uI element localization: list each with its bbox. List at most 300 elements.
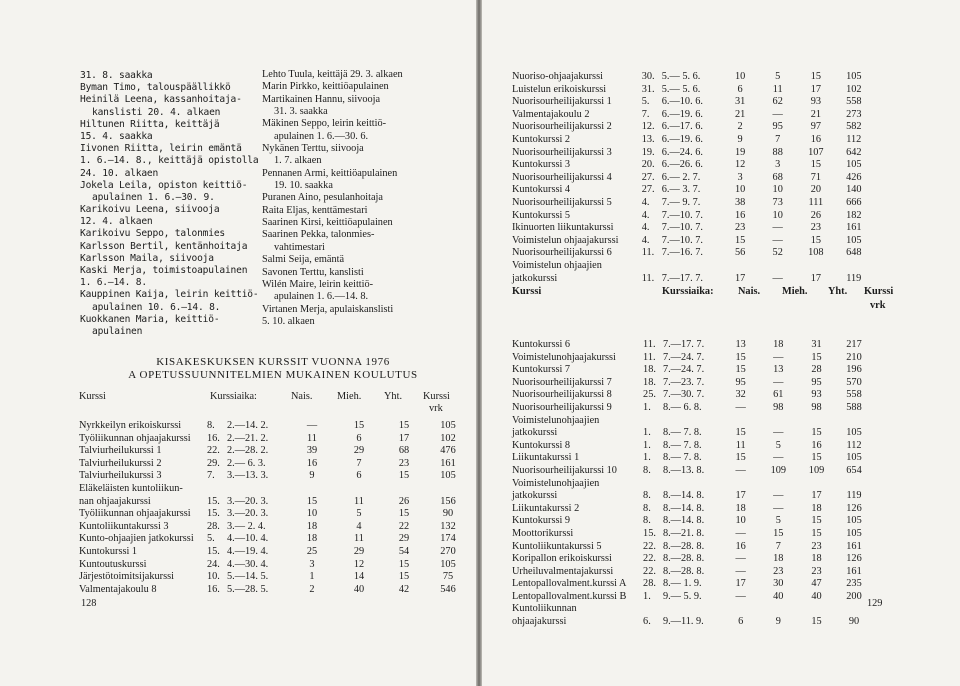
col-kurssivrk-unit: vrk [870, 300, 886, 311]
course-name: Lentopallovalment.kurssi B [512, 590, 627, 602]
men-count: 29 [353, 445, 365, 457]
course-period: 4.—30. 4. [227, 558, 269, 570]
men-count: 73 [772, 196, 783, 208]
total-count: 16 [810, 133, 821, 145]
start-day: 10. [207, 571, 220, 583]
course-days: 102 [846, 83, 862, 95]
course-name: Voimistelunohjaajakurssi [512, 351, 616, 363]
course-name: Kuntokurssi 9 [512, 515, 571, 527]
start-day: 11. [641, 272, 655, 284]
women-count: 17 [735, 490, 746, 502]
staff-line: Kaski Merja, toimistoapulainen [80, 265, 248, 276]
men-count [760, 478, 797, 491]
start-day: 1. [643, 401, 651, 413]
table-row [79, 508, 471, 521]
women-count: 15 [306, 495, 318, 507]
course-days: 666 [846, 196, 862, 208]
start-day: 4. [641, 209, 650, 221]
course-period: 6.—24. 6. [661, 146, 703, 158]
men-count [759, 260, 796, 273]
start-day: 27. [641, 184, 655, 196]
women-count: 11 [307, 432, 317, 444]
women-count: — [735, 527, 746, 539]
men-count: 29 [353, 545, 365, 557]
women-count: 18 [306, 520, 318, 532]
women-count: 32 [735, 389, 746, 401]
women-count: 1 [309, 571, 315, 583]
men-count: — [773, 376, 784, 388]
men-count [760, 603, 797, 616]
course-period: 2.—28. 2. [227, 445, 269, 457]
women-count: 9 [309, 470, 315, 482]
course-days: 119 [846, 490, 862, 502]
total-count: 15 [811, 515, 822, 527]
start-day: 8. [643, 464, 651, 476]
start-day: 5. [641, 96, 650, 108]
col-mieh: Mieh. [782, 286, 808, 297]
table-row [512, 566, 872, 579]
course-days: 161 [846, 222, 862, 234]
table-row [512, 478, 872, 491]
women-count: 17 [735, 578, 746, 590]
total-count: 18 [811, 502, 822, 514]
men-count: 109 [770, 464, 787, 476]
start-day: 11. [643, 339, 656, 350]
men-count: 9 [775, 616, 781, 628]
start-day: 22. [207, 445, 220, 457]
course-name: Moottorikurssi [512, 527, 574, 539]
women-count: 11 [735, 439, 746, 451]
col-kurssiaika: Kurssiaika: [210, 391, 257, 402]
staff-line: Karlsson Bertil, kentänhoitaja [80, 240, 248, 252]
total-count: 47 [811, 578, 822, 590]
course-period: 7.—17. 7. [661, 272, 703, 284]
course-name: Nuorisourheilijakurssi 5 [512, 196, 612, 208]
course-name: Urheiluvalmentajakurssi [512, 565, 614, 577]
total-count: 23 [810, 222, 821, 234]
course-days: 105 [846, 515, 862, 527]
course-name: Järjestötoimitsijakurssi [79, 571, 174, 583]
start-day: 16. [207, 583, 220, 595]
table-row [512, 96, 872, 109]
start-day: 27. [641, 171, 655, 183]
start-day: 8. [207, 420, 215, 431]
men-count: — [772, 108, 783, 120]
col-kurssivrk-unit: vrk [429, 403, 443, 414]
course-period: 8.—28. 8. [662, 553, 705, 565]
course-days: 105 [846, 71, 862, 82]
table-row [512, 71, 872, 84]
table-row [512, 339, 872, 352]
course-days: 105 [846, 234, 862, 246]
course-name: Talviurheilukurssi 3 [79, 470, 162, 482]
women-count: — [735, 553, 746, 565]
table-row [512, 134, 872, 147]
course-period: 7.—10. 7. [661, 234, 703, 246]
course-days: 588 [846, 401, 862, 413]
course-days: 105 [846, 527, 862, 539]
men-count: 15 [353, 420, 365, 431]
course-name: Nuorisourheilijakurssi 3 [512, 146, 612, 158]
course-period: 8.—21. 8. [662, 527, 705, 539]
total-count: 42 [398, 583, 410, 595]
course-name: Kunto-ohjaajien jatkokurssi [79, 533, 194, 545]
course-period: 3.—13. 3. [227, 470, 269, 482]
men-count: 18 [773, 339, 784, 350]
start-day: 11. [641, 247, 655, 259]
courses-table-left [79, 420, 471, 596]
start-day: 4. [641, 222, 650, 234]
col-kurssi: Kurssi [512, 286, 542, 297]
course-period [663, 415, 722, 428]
course-days: 105 [440, 420, 456, 431]
table-row [512, 616, 872, 629]
course-period: 9.—11. 9. [662, 616, 704, 628]
table-row [512, 197, 872, 210]
course-name: Kuntokurssi 4 [512, 184, 571, 196]
course-period: 7.—10. 7. [661, 209, 703, 221]
course-period: 8.— 1. 9. [662, 578, 702, 590]
course-days: 648 [846, 247, 862, 259]
staff-list-column-2 [262, 69, 403, 328]
col-nais: Nais. [291, 391, 313, 402]
total-count: 54 [398, 545, 410, 557]
start-day [207, 483, 227, 496]
men-count: 7 [775, 540, 781, 552]
staff-line: Iivonen Riitta, leirin emäntä [80, 143, 242, 155]
course-period: 3.—20. 3. [227, 508, 269, 520]
staff-line: Salmi Seija, emäntä [262, 254, 345, 266]
course-days: 570 [846, 376, 862, 388]
men-count: 52 [772, 247, 783, 259]
table-row [79, 458, 471, 471]
total-count: 23 [811, 540, 822, 552]
total-count [796, 260, 835, 273]
course-name: Kuntoliikuntakurssi 3 [79, 520, 169, 532]
staff-line: Lehto Tuula, keittäjä 29. 3. alkaen [262, 69, 403, 80]
women-count: 15 [735, 364, 746, 376]
men-count: 5 [775, 515, 781, 527]
staff-line: Hiltunen Riitta, keittäjä [80, 118, 220, 130]
course-period: 9.— 5. 9. [662, 590, 702, 602]
total-count: 18 [811, 553, 822, 565]
course-period: 8.—14. 8. [662, 515, 705, 527]
table-row [512, 84, 872, 97]
course-name: Nuorisourheilijakurssi 1 [512, 96, 612, 108]
course-name: Kuntokurssi 2 [512, 133, 571, 145]
men-count: 14 [353, 571, 365, 583]
course-period: 5.—14. 5. [227, 571, 269, 583]
total-count: 93 [810, 96, 821, 108]
course-name: jatkokurssi [512, 272, 558, 284]
course-period: 2.—21. 2. [227, 432, 269, 444]
total-count: 15 [811, 527, 822, 539]
course-period: 5.—28. 5. [227, 583, 269, 595]
course-days: 270 [440, 545, 456, 557]
start-day: 6. [643, 616, 651, 628]
start-day: 20. [641, 159, 655, 171]
staff-line: 5. 10. alkaen [262, 315, 315, 327]
course-days: 102 [440, 432, 456, 444]
table-row [512, 528, 872, 541]
page-number: 128 [81, 598, 97, 609]
staff-line: 12. 4. alkaen [80, 216, 153, 228]
course-name: Kuntokurssi 3 [512, 159, 571, 171]
course-name: jatkokurssi [512, 490, 558, 502]
course-days: 112 [846, 133, 862, 145]
staff-line: Pennanen Armi, keittiöapulainen [262, 167, 398, 179]
course-period: 8.—28. 8. [662, 565, 705, 577]
total-count: 15 [810, 71, 821, 82]
start-day [643, 603, 663, 616]
course-period: 7.—24. 7. [662, 364, 705, 376]
course-name: Talviurheilukurssi 1 [79, 445, 162, 457]
course-days: 105 [440, 558, 456, 570]
course-period: 6.—10. 6. [661, 96, 703, 108]
men-count: 3 [775, 159, 781, 171]
table-row [512, 352, 872, 365]
women-count [721, 260, 759, 273]
men-count: 68 [772, 171, 783, 183]
total-count: 68 [398, 445, 410, 457]
women-count: — [735, 590, 746, 602]
men-count: — [773, 351, 784, 363]
start-day [643, 478, 663, 491]
course-days: 105 [440, 470, 456, 482]
course-days: 75 [442, 571, 454, 583]
total-count [797, 478, 836, 491]
staff-line: kanslisti 20. 4. alkaen [92, 106, 221, 118]
course-days: 217 [846, 339, 862, 350]
course-period: 7.—16. 7. [661, 247, 703, 259]
course-name: Kuntoutuskurssi [79, 558, 147, 570]
total-count: 17 [811, 490, 822, 502]
total-count: 97 [810, 121, 821, 133]
col-kurssivrk: Kurssi [864, 286, 894, 297]
women-count: — [735, 401, 746, 413]
table-row [79, 496, 471, 509]
men-count: 5 [775, 71, 781, 82]
course-days: 161 [440, 457, 456, 469]
course-days [836, 415, 872, 428]
course-days: 546 [440, 583, 456, 595]
women-count [289, 483, 335, 496]
course-days: 182 [846, 209, 862, 221]
table-row [512, 222, 872, 235]
table-row [79, 559, 471, 572]
men-count: 5 [775, 439, 781, 451]
course-name: ohjaajakurssi [512, 616, 567, 628]
total-count [797, 603, 836, 616]
course-days [836, 478, 872, 491]
start-day: 22. [643, 553, 656, 565]
total-count: 22 [398, 520, 410, 532]
total-count: 26 [398, 495, 410, 507]
start-day: 15. [207, 495, 220, 507]
course-days: 654 [846, 464, 862, 476]
course-days: 156 [440, 495, 456, 507]
course-name: nan ohjaajakurssi [79, 495, 151, 507]
men-count: — [773, 427, 784, 439]
section-subheading: A OPETUSSUUNNITELMIEN MUKAINEN KOULUTUS [128, 369, 418, 381]
course-name: Nuorisourheilijakurssi 10 [512, 464, 617, 476]
men-count: 11 [772, 83, 783, 95]
course-days: 235 [846, 578, 862, 590]
staff-line: Nykänen Terttu, siivooja [262, 143, 364, 155]
staff-line: 31. 8. saakka [80, 70, 153, 81]
course-name: Kuntokurssi 6 [512, 339, 571, 350]
total-count: 40 [811, 590, 822, 602]
course-name: Nuorisourheilijakurssi 4 [512, 171, 612, 183]
total-count: 111 [808, 196, 824, 208]
total-count: 15 [398, 558, 410, 570]
course-name: Nuorisourheilijakurssi 7 [512, 376, 612, 388]
course-days: 105 [846, 427, 862, 439]
course-days: 210 [846, 351, 862, 363]
table-row [512, 273, 872, 286]
course-name: Valmentajakoulu 8 [79, 583, 157, 595]
course-name: Eläkeläisten kuntoliikun- [79, 482, 183, 494]
course-days: 105 [846, 159, 862, 171]
course-days: 140 [846, 184, 862, 196]
men-count: 12 [353, 558, 365, 570]
men-count: — [773, 452, 784, 464]
course-days: 90 [442, 508, 454, 520]
table-row [512, 591, 872, 604]
start-day: 24. [207, 558, 220, 570]
total-count: 15 [811, 616, 822, 628]
women-count: 19 [734, 146, 746, 158]
women-count: 10 [734, 71, 746, 82]
staff-line: Jokela Leila, opiston keittiö- [80, 179, 248, 191]
table-row [79, 571, 471, 584]
total-count: 21 [810, 108, 821, 120]
course-name: Nuorisourheilijakurssi 6 [512, 247, 612, 259]
start-day: 4. [641, 234, 650, 246]
start-day: 1. [643, 452, 651, 464]
course-name: Nuoriso-ohjaajakurssi [512, 71, 603, 82]
table-row [512, 541, 872, 554]
men-count: 11 [354, 533, 364, 545]
staff-line: 15. 4. saakka [80, 130, 153, 142]
course-days: 126 [846, 502, 862, 514]
table-row [79, 470, 471, 483]
start-day: 31. [641, 83, 655, 95]
table-row [79, 584, 471, 597]
table-row [79, 433, 471, 446]
women-count: 56 [734, 247, 746, 259]
course-period: 7.—17. 7. [662, 339, 705, 350]
course-period [663, 603, 722, 616]
course-period: 2.— 6. 3. [227, 457, 266, 469]
courses-table-right-bottom [512, 339, 872, 629]
course-name: Kuntoliikuntakurssi 5 [512, 540, 602, 552]
table-row [512, 427, 872, 440]
course-period: 8.—28. 8. [662, 540, 705, 552]
course-period: 6.—17. 6. [661, 121, 703, 133]
table-row [512, 109, 872, 122]
women-count: 15 [734, 234, 746, 246]
course-name: Nuorisourheilijakurssi 8 [512, 389, 612, 401]
course-days: 161 [846, 565, 862, 577]
staff-line: 1. 7. alkaen [274, 155, 322, 167]
table-row [512, 260, 872, 273]
total-count: 15 [810, 234, 821, 246]
course-period: 5.— 5. 6. [661, 71, 701, 82]
course-days: 200 [846, 590, 862, 602]
men-count: 7 [775, 133, 781, 145]
total-count [797, 415, 836, 428]
course-name: Liikuntakurssi 2 [512, 502, 580, 514]
col-mieh: Mieh. [337, 391, 362, 402]
total-count: 26 [810, 209, 821, 221]
start-day: 29. [207, 457, 220, 469]
women-count: 95 [735, 376, 746, 388]
course-name: Valmentajakoulu 2 [512, 108, 590, 120]
start-day: 1. [643, 590, 651, 602]
table-row [79, 483, 471, 496]
men-count: 40 [353, 583, 365, 595]
course-period: 7.—23. 7. [662, 376, 705, 388]
men-count: 30 [773, 578, 784, 590]
men-count: 88 [772, 146, 783, 158]
men-count: 10 [772, 209, 783, 221]
course-period: 8.—14. 8. [662, 490, 705, 502]
start-day: 7. [207, 470, 215, 482]
course-name: Kuntokurssi 7 [512, 364, 571, 376]
course-period: 3.— 2. 4. [227, 520, 266, 532]
right-page [482, 0, 960, 686]
course-name: Lentopallovalment.kurssi A [512, 578, 627, 590]
course-period: 6.— 3. 7. [661, 184, 701, 196]
course-period: 8.— 7. 8. [662, 427, 702, 439]
start-day: 28. [643, 578, 656, 590]
start-day: 15. [207, 508, 220, 520]
women-count: 25 [306, 545, 318, 557]
course-days [836, 260, 872, 273]
course-name: Kuntokurssi 5 [512, 209, 571, 221]
men-count: 5 [356, 508, 362, 520]
table-row [512, 503, 872, 516]
course-name: Voimistelun ohjaajakurssi [512, 234, 619, 246]
men-count: 6 [356, 470, 362, 482]
women-count: 18 [306, 533, 318, 545]
women-count: 10 [306, 508, 318, 520]
table-row [512, 172, 872, 185]
course-days: 90 [848, 616, 860, 628]
staff-line: Heinilä Leena, kassanhoitaja- [80, 94, 242, 106]
women-count [722, 415, 760, 428]
staff-list-column-1 [80, 70, 258, 338]
staff-line: 1. 6.—14. 8., keittäjä opistolla [80, 155, 259, 167]
women-count: 18 [735, 502, 746, 514]
start-day: 22. [643, 540, 656, 552]
staff-line: Saarinen Kirsi, keittiöapulainen [262, 217, 393, 229]
women-count: 3 [309, 558, 315, 570]
men-count: 40 [773, 590, 784, 602]
course-days: 126 [846, 553, 862, 565]
course-days: 426 [846, 171, 862, 183]
staff-line: Marin Pirkko, keittiöapulainen [262, 81, 389, 93]
women-count: 9 [737, 133, 743, 145]
men-count: — [772, 272, 783, 284]
col-yht: Yht. [828, 286, 848, 297]
women-count: — [735, 464, 746, 476]
start-day: 19. [641, 146, 655, 158]
women-count [722, 603, 760, 616]
course-period: 2.—14. 2. [227, 420, 269, 431]
total-count: 23 [811, 565, 822, 577]
